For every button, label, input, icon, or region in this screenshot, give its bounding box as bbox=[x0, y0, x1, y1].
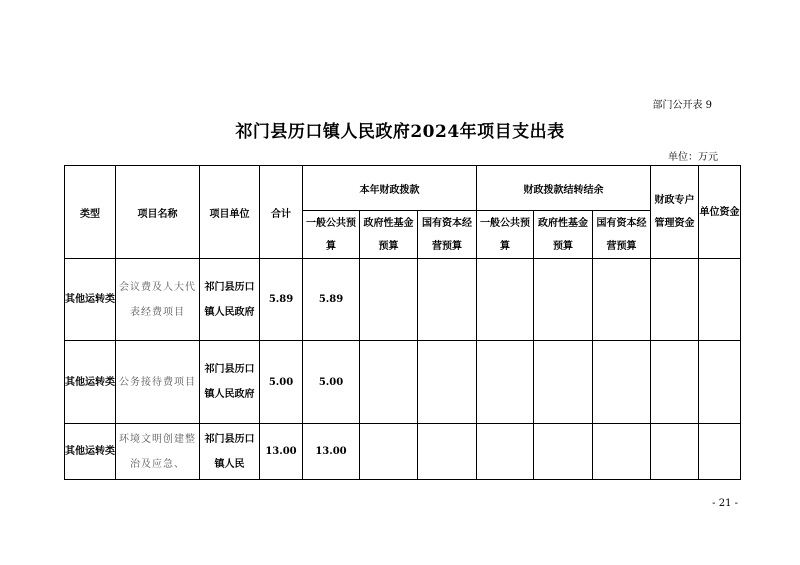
row-general-public-budget: 5.00 bbox=[303, 341, 360, 424]
row-type: 其他运转类 bbox=[65, 341, 116, 424]
header-carryover-state-capital-budget: 国有资本经营预算 bbox=[593, 211, 651, 259]
row-total: 13.00 bbox=[260, 424, 303, 480]
row-project-name: 会议费及人大代表经费项目 bbox=[116, 259, 200, 341]
header-total: 合计 bbox=[260, 166, 303, 259]
row-empty-cell bbox=[418, 424, 477, 480]
row-empty-cell bbox=[477, 424, 534, 480]
header-project-name: 项目名称 bbox=[116, 166, 200, 259]
row-empty-cell bbox=[534, 259, 593, 341]
row-empty-cell bbox=[360, 341, 418, 424]
row-empty-cell bbox=[699, 259, 741, 341]
unit-label: 单位：万元 bbox=[668, 152, 718, 163]
row-project-unit: 祁门县历口镇人民 bbox=[200, 424, 260, 480]
row-empty-cell bbox=[477, 341, 534, 424]
row-project-unit: 祁门县历口镇人民政府 bbox=[200, 341, 260, 424]
row-empty-cell bbox=[593, 341, 651, 424]
row-project-name: 环境文明创建整治及应急、 bbox=[116, 424, 200, 480]
header-current-year-allocation: 本年财政拨款 bbox=[303, 166, 477, 211]
row-project-unit: 祁门县历口镇人民政府 bbox=[200, 259, 260, 341]
row-project-name: 公务接待费项目 bbox=[116, 341, 200, 424]
row-empty-cell bbox=[534, 341, 593, 424]
page-number: - 21 - bbox=[712, 498, 738, 509]
header-type: 类型 bbox=[65, 166, 116, 259]
header-general-public-budget: 一般公共预算 bbox=[303, 211, 360, 259]
header-carryover-general-public-budget: 一般公共预算 bbox=[477, 211, 534, 259]
row-empty-cell bbox=[651, 341, 699, 424]
header-carryover-balance: 财政拨款结转结余 bbox=[477, 166, 651, 211]
table-row bbox=[65, 259, 741, 341]
row-empty-cell bbox=[651, 259, 699, 341]
row-empty-cell bbox=[477, 259, 534, 341]
row-general-public-budget: 5.89 bbox=[303, 259, 360, 341]
row-empty-cell bbox=[593, 259, 651, 341]
row-empty-cell bbox=[360, 259, 418, 341]
header-state-capital-budget: 国有资本经营预算 bbox=[418, 211, 477, 259]
table-number-label: 部门公开表 9 bbox=[652, 100, 712, 111]
row-total: 5.00 bbox=[260, 341, 303, 424]
row-empty-cell bbox=[699, 341, 741, 424]
row-empty-cell bbox=[699, 424, 741, 480]
header-unit-fund: 单位资金 bbox=[699, 166, 741, 259]
row-general-public-budget: 13.00 bbox=[303, 424, 360, 480]
header-carryover-gov-fund-budget: 政府性基金预算 bbox=[534, 211, 593, 259]
header-gov-fund-budget: 政府性基金预算 bbox=[360, 211, 418, 259]
table-row bbox=[65, 424, 741, 480]
row-empty-cell bbox=[651, 424, 699, 480]
row-type: 其他运转类 bbox=[65, 259, 116, 341]
row-empty-cell bbox=[418, 341, 477, 424]
page-title: 祁门县历口镇人民政府2024年项目支出表 bbox=[235, 122, 565, 142]
row-total: 5.89 bbox=[260, 259, 303, 341]
expense-table bbox=[64, 165, 741, 480]
row-empty-cell bbox=[593, 424, 651, 480]
row-empty-cell bbox=[418, 259, 477, 341]
header-project-unit: 项目单位 bbox=[200, 166, 260, 259]
row-empty-cell bbox=[360, 424, 418, 480]
row-empty-cell bbox=[534, 424, 593, 480]
table-row bbox=[65, 341, 741, 424]
header-special-account-fund: 财政专户管理资金 bbox=[651, 166, 699, 259]
row-type: 其他运转类 bbox=[65, 424, 116, 480]
